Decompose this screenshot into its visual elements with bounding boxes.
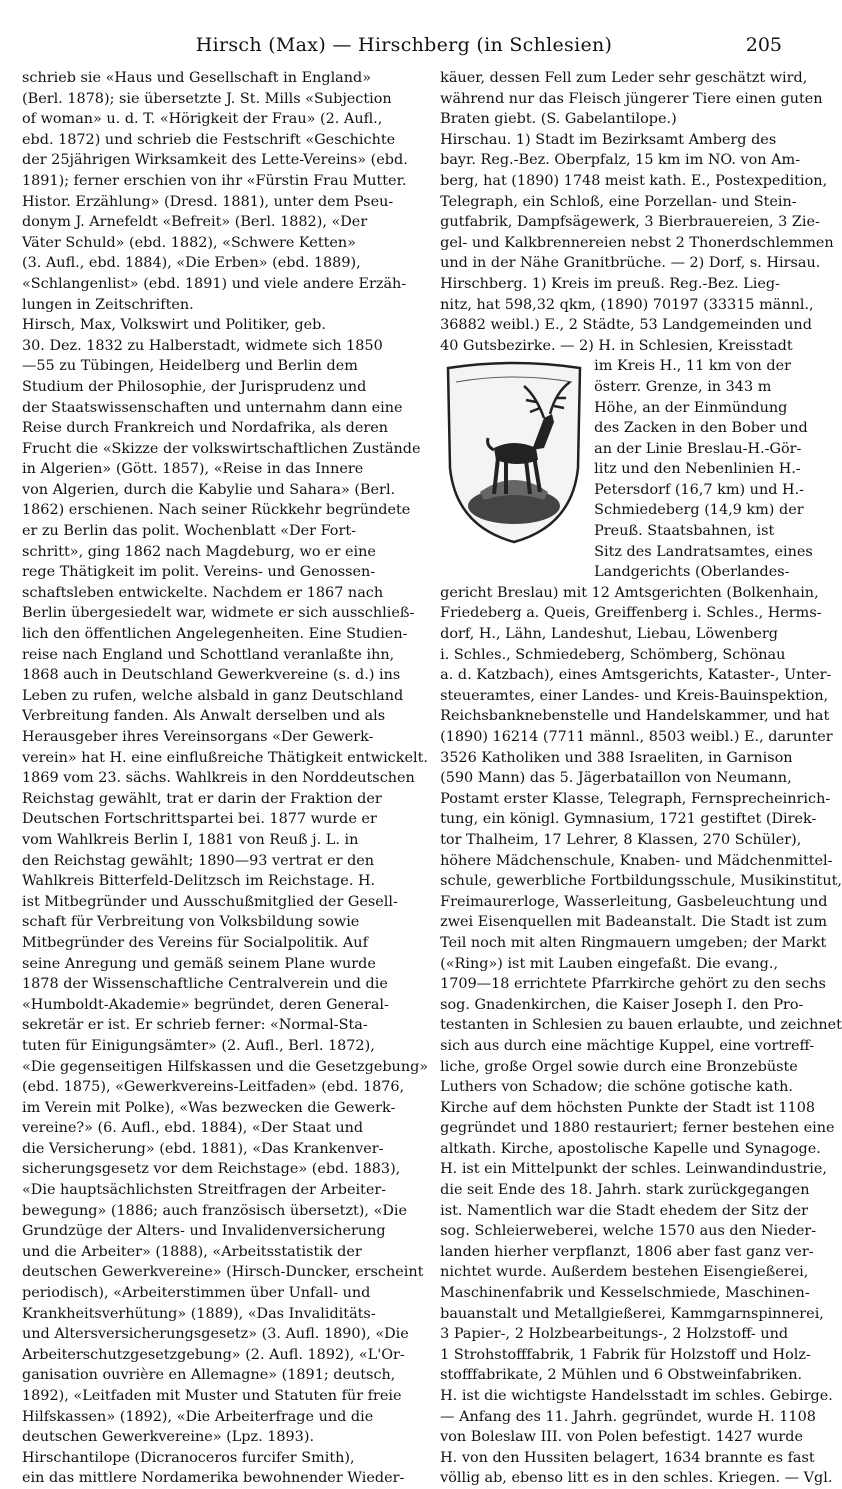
text-line: er zu Berlin das polit. Wochenblatt «Der Fort- [22,523,356,540]
text-line: des Zacken in den Bober und [594,420,808,437]
text-line: Schmiedeberg (14,9 km) der [594,502,804,519]
text-line: reise nach England und Schottland veranlaßte ihn, [22,646,395,663]
stag-body [494,443,538,464]
text-line: Teil noch mit alten Ringmauern umgeben; der Markt [440,934,827,951]
text-line: Preuß. Staatsbahnen, ist [594,523,775,540]
right-column-top-text [440,68,842,356]
coat-of-arms-image [440,356,588,546]
text-line: Hirschberg. 1) Kreis im preuß. Reg.-Bez. Lieg- [440,275,780,292]
text-line: Kirche auf dem höchsten Punkte der Stadt ist 1108 [440,1099,816,1116]
text-line: bayr. Reg.-Bez. Oberpfalz, 15 km im NO. von Am- [440,152,801,169]
figure-block [440,356,842,583]
left-column [22,68,429,1487]
figure-side-text [594,356,842,583]
text-line: österr. Grenze, in 343 m [594,378,772,395]
text-line: Frucht die «Skizze der volkswirtschaftlichen Zustände [22,440,421,457]
text-line: deutschen Gewerkvereine» (Lpz. 1893). [22,1429,315,1446]
text-line: und in der Nähe Granitbrüche. — 2) Dorf, s. Hirsau. [440,255,821,272]
left-column-text [22,68,428,1489]
text-line: 1878 der Wissenschaftliche Centralverein und die [22,976,388,993]
text-line: tor Thalheim, 17 Lehrer, 8 Klassen, 270 Schüler), [440,831,802,848]
text-line: «Die gegenseitigen Hilfskassen und die Gesetzgebung» [22,1058,429,1075]
text-line: ein das mittlere Nordamerika bewohnender Wieder- [22,1470,405,1487]
text-line: zwei Eisenquellen mit Badeanstalt. Die Stadt ist zum [440,914,828,931]
text-line: of woman» u. d. T. «Hörigkeit der Frau» (2. Aufl., [22,111,383,128]
text-line: Postamt erster Klasse, Telegraph, Fernsprecheinrich- [440,790,831,807]
text-line: ganisation ouvrière en Allemagne» (1891; deutsch, [22,1367,396,1384]
text-line: von Algerien, durch die Kabylie und Sahara» (Berl. [22,481,396,498]
right-column [440,68,842,1487]
text-line: 3526 Katholiken und 388 Israeliten, in Garnison [440,749,793,766]
text-line: liche, große Orgel sowie durch eine Bronzebüste [440,1058,798,1075]
text-line: — Anfang des 11. Jahrh. gegründet, wurde H. 1108 [440,1408,816,1425]
text-line: Krankheitsverhütung» (1889), «Das Invaliditäts- [22,1305,376,1322]
text-line: litz und den Nebenlinien H.- [594,461,801,478]
text-line: Herausgeber ihres Vereinsorgans «Der Gewerk- [22,729,374,745]
text-line: ist Mitbegründer und Ausschußmitglied der Gesell- [22,893,398,910]
text-line: H. ist die wichtigste Handelsstadt im schles. Gebirge. [440,1388,833,1404]
text-line: steueramtes, einer Landes- und Kreis-Bauinspektion, [440,687,829,704]
text-line: (590 Mann) das 5. Jägerbataillon von Neumann, [440,770,792,787]
text-line: 1891); ferner erschien von ihr «Fürstin Frau Mutter. [22,172,407,189]
text-line: Hirschantilope (Dicranoceros furcifer Smith), [22,1449,355,1466]
text-line: 1892), «Leitfaden mit Muster und Statuten für freie [22,1388,402,1404]
text-line: i. Schles., Schmiedeberg, Schömberg, Schönau [440,646,786,663]
text-line: Luthers von Schadow; die schöne gotische kath. [440,1079,794,1096]
text-line: altkath. Kirche, apostolische Kapelle und Synagoge. [440,1140,821,1157]
text-line: sog. Schleierweberei, welche 1570 aus den Nieder- [440,1223,817,1240]
text-line: Petersdorf (16,7 km) und H.- [594,481,804,498]
figure-side-text [594,356,842,583]
text-line: schrieb sie «Haus und Gesellschaft in England» [22,70,372,86]
text-line: Arbeiterschutzgesetzgebung» (2. Aufl. 1892), «L'Or- [22,1346,405,1363]
text-line: 1862) erschienen. Nach seiner Rückkehr begründete [22,502,411,519]
text-line: Grundzüge der Alters- und Invalidenversicherung [22,1223,386,1240]
text-line: seine Anregung und gemäß seinem Plane wurde [22,955,376,972]
text-line: Friedeberg a. Queis, Greiffenberg i. Schles., Herms- [440,605,822,622]
text-line: vereine?» (6. Aufl., ebd. 1884), «Der Staat und [22,1120,364,1137]
text-line: schaft für Verbreitung von Volksbildung sowie [22,914,360,931]
text-line: gutfabrik, Dampfsägewerk, 3 Bierbrauereien, 3 Zie- [440,214,820,231]
text-line: tuten für Einigungsämter» (2. Aufl., Berl. 1872), [22,1037,375,1054]
right-column-bottom-text [440,583,842,1489]
text-line: Hirsch, Max, Volkswirt und Politiker, geb. [22,317,326,334]
text-line: 1868 auch in Deutschland Gewerkvereine (s. d.) ins [22,667,401,684]
right-column-bottom-text [440,583,842,1489]
text-line: (ebd. 1875), «Gewerkvereins-Leitfaden» (ebd. 1876, [22,1079,405,1096]
text-line: «Die hauptsächlichsten Streitfragen der Arbeiter- [22,1182,387,1199]
running-header [22,34,786,60]
right-column-top-text [440,68,842,356]
text-line: nitz, hat 598,32 qkm, (1890) 70197 (33315 männl., [440,296,814,313]
text-line: höhere Mädchenschule, Knaben- und Mädchenmittel- [440,852,833,869]
text-line: verein» hat H. eine einflußreiche Thätigkeit entwickelt. [22,749,428,766]
text-line: Höhe, an der Einmündung [594,399,788,416]
text-line: Maschinenfabrik und Kesselschmiede, Maschinen- [440,1285,810,1302]
text-line: Freimaurerloge, Wasserleitung, Gasbeleuchtung und [440,893,828,910]
text-line: im Kreis H., 11 km von der [594,358,791,375]
text-line: (3. Aufl., ebd. 1884), «Die Erben» (ebd. 1889), [22,255,361,272]
text-line: 36882 weibl.) E., 2 Städte, 53 Landgemeinden und [440,317,812,334]
text-line: der Staatswissenschaften und unternahm dann eine [22,399,403,416]
text-line: vom Wahlkreis Berlin I, 1881 von Reuß j. L. in [22,831,359,848]
text-line: 1869 vom 23. sächs. Wahlkreis in den Norddeutschen [22,770,415,787]
text-line: (Berl. 1878); sie übersetzte J. St. Mills «Subjection [22,90,392,107]
text-line: Leben zu rufen, welche alsbald in ganz Deutschland [22,687,404,704]
text-line: tung, ein königl. Gymnasium, 1721 gestiftet (Direk- [440,811,817,828]
text-line: Histor. Erzählung» (Dresd. 1881), unter dem Pseu- [22,193,394,210]
text-line: Wahlkreis Bitterfeld-Delitzsch im Reichstage. H. [22,873,376,890]
text-line: ebd. 1872) und schrieb die Festschrift «Geschichte [22,131,396,148]
text-line: Landgerichts (Oberlandes- [594,564,790,581]
text-line: sekretär er ist. Er schrieb ferner: «Normal-Sta- [22,1017,368,1034]
text-line: im Verein mit Polke), «Was bezwecken die Gewerk- [22,1099,396,1116]
text-line: von Boleslaw III. von Polen befestigt. 1427 wurde [440,1429,804,1446]
text-line: Sitz des Landratsamtes, eines [594,543,813,560]
text-line: Reichstag gewählt, trat er darin der Fraktion der [22,790,382,807]
text-line: 1709—18 errichtete Pfarrkirche gehört zu den sechs [440,976,826,993]
running-title: Hirsch (Max) — Hirschberg (in Schlesien) [195,34,613,56]
text-line: Braten giebt. (S. Gabelantilope.) [440,111,677,128]
text-line: stofffabrikate, 2 Mühlen und 6 Obstweinfabriken. [440,1367,803,1384]
text-line: schule, gewerbliche Fortbildungsschule, Musikinstitut, [440,873,842,890]
text-line: lungen in Zeitschriften. [22,296,194,313]
text-columns [22,68,842,1487]
text-line: in Algerien» (Gött. 1857), «Reise in das Innere [22,461,364,478]
text-line: ist. Namentlich war die Stadt ehedem der Sitz der [440,1202,809,1219]
text-line: völlig ab, ebenso litt es in den schles. Kriegen. — Vgl. [440,1470,833,1487]
text-line: 3 Papier-, 2 Holzbearbeitungs-, 2 Holzstoff- und [440,1326,789,1343]
page-number: 205 [745,34,782,56]
text-line: Hilfskassen» (1892), «Die Arbeiterfrage und die [22,1408,374,1425]
text-line: «Humboldt-Akademie» begründet, deren General- [22,996,389,1013]
text-line: während nur das Fleisch jüngerer Tiere einen guten [440,90,823,107]
text-line: dorf, H., Lähn, Landeshut, Liebau, Löwenberg [440,626,778,643]
text-line: die seit Ende des 18. Jahrh. stark zurückgegangen [440,1182,810,1199]
text-line: und Altersversicherungsgesetz» (3. Aufl. 1890), «Die [22,1326,409,1343]
text-line: Väter Schuld» (ebd. 1882), «Schwere Ketten» [22,234,356,251]
text-line: H. von den Hussiten belagert, 1634 brannte es fast [440,1449,815,1466]
text-line: berg, hat (1890) 1748 meist kath. E., Postexpedition, [440,172,828,189]
text-line: 40 Gutsbezirke. — 2) H. in Schlesien, Kreisstadt [440,337,793,354]
text-line: sog. Gnadenkirchen, die Kaiser Joseph I. den Pro- [440,996,804,1013]
text-line: gericht Breslau) mit 12 Amtsgerichten (Bolkenhain, [440,584,819,601]
text-line: den Reichstag gewählt; 1890—93 vertrat er den [22,852,375,869]
text-line: und die Arbeiter» (1888), «Arbeitsstatistik der [22,1243,362,1260]
text-line: periodisch), «Arbeiterstimmen über Unfall- und [22,1285,371,1302]
text-line: Deutschen Fortschrittspartei bei. 1877 wurde er [22,811,377,828]
text-line: an der Linie Breslau-H.-Gör- [594,440,802,457]
text-line: 30. Dez. 1832 zu Halberstadt, widmete sich 1850 [22,337,383,354]
text-line: bewegung» (1886; auch französisch übersetzt), «Die [22,1202,408,1219]
text-line: —55 zu Tübingen, Heidelberg und Berlin dem [22,358,358,375]
text-line: donym J. Arnefeldt «Befreit» (Berl. 1882), «Der [22,214,368,231]
text-line: gel- und Kalkbrennereien nebst 2 Thonerdschlemmen [440,234,834,251]
text-line: käuer, dessen Fell zum Leder sehr geschätzt wird, [440,70,808,86]
text-line: bauanstalt und Metallgießerei, Kammgarnspinnerei, [440,1305,824,1322]
text-line: H. ist ein Mittelpunkt der schles. Leinwandindustrie, [440,1161,827,1178]
text-line: Berlin übergesiedelt war, widmete er sich ausschließ- [22,605,415,622]
text-line: sicherungsgesetz vor dem Reichstage» (ebd. 1883), [22,1161,401,1178]
text-line: Hirschau. 1) Stadt im Bezirksamt Amberg des [440,131,777,148]
text-line: gegründet und 1880 restauriert; ferner bestehen eine [440,1120,835,1137]
text-line: die Versicherung» (ebd. 1881), «Das Krankenver- [22,1140,384,1157]
text-line: der 25jährigen Wirksamkeit des Lette-Vereins» (ebd. [22,152,408,169]
text-line: schaftsleben entwickelte. Nachdem er 1867 nach [22,584,384,601]
text-line: schritt», ging 1862 nach Magdeburg, wo er eine [22,543,376,560]
text-line: Reise durch Frankreich und Nordafrika, als deren [22,420,389,437]
text-line: Mitbegründer des Vereins für Socialpolitik. Auf [22,934,368,951]
text-line: Verbreitung fanden. Als Anwalt derselben und als [22,708,386,725]
text-line: Telegraph, ein Schloß, eine Porzellan- und Stein- [440,193,797,210]
text-line: deutschen Gewerkvereine» (Hirsch-Duncker, erscheint [22,1264,424,1281]
text-line: a. d. Katzbach), eines Amtsgerichts, Kataster-, Unter- [440,667,832,684]
text-line: Reichsbanknebenstelle und Handelskammer, und hat [440,708,830,725]
text-line: lich den öffentlichen Angelegenheiten. Eine Studien- [22,626,408,643]
text-line: rege Thätigkeit im polit. Vereins- und Genossen- [22,564,376,581]
text-line: 1 Strohstofffabrik, 1 Fabrik für Holzstoff und Holz- [440,1346,811,1363]
text-line: testanten in Schlesien zu bauen erlaubte, und zeichnet [440,1017,842,1034]
text-line: «Schlangenlist» (ebd. 1891) und viele andere Erzäh- [22,275,407,292]
text-line: Studium der Philosophie, der Jurisprudenz und [22,378,367,395]
text-line: (1890) 16214 (7711 männl., 8503 weibl.) E., darunter [440,729,833,745]
text-line: («Ring») ist mit Lauben eingefaßt. Die evang., [440,955,779,972]
text-line: nichtet wurde. Außerdem bestehen Eisengießerei, [440,1264,809,1281]
text-line: landen hierher verpflanzt, 1806 aber fast ganz ver- [440,1243,814,1260]
text-line: sich aus durch eine mächtige Kuppel, eine vortreff- [440,1037,815,1054]
